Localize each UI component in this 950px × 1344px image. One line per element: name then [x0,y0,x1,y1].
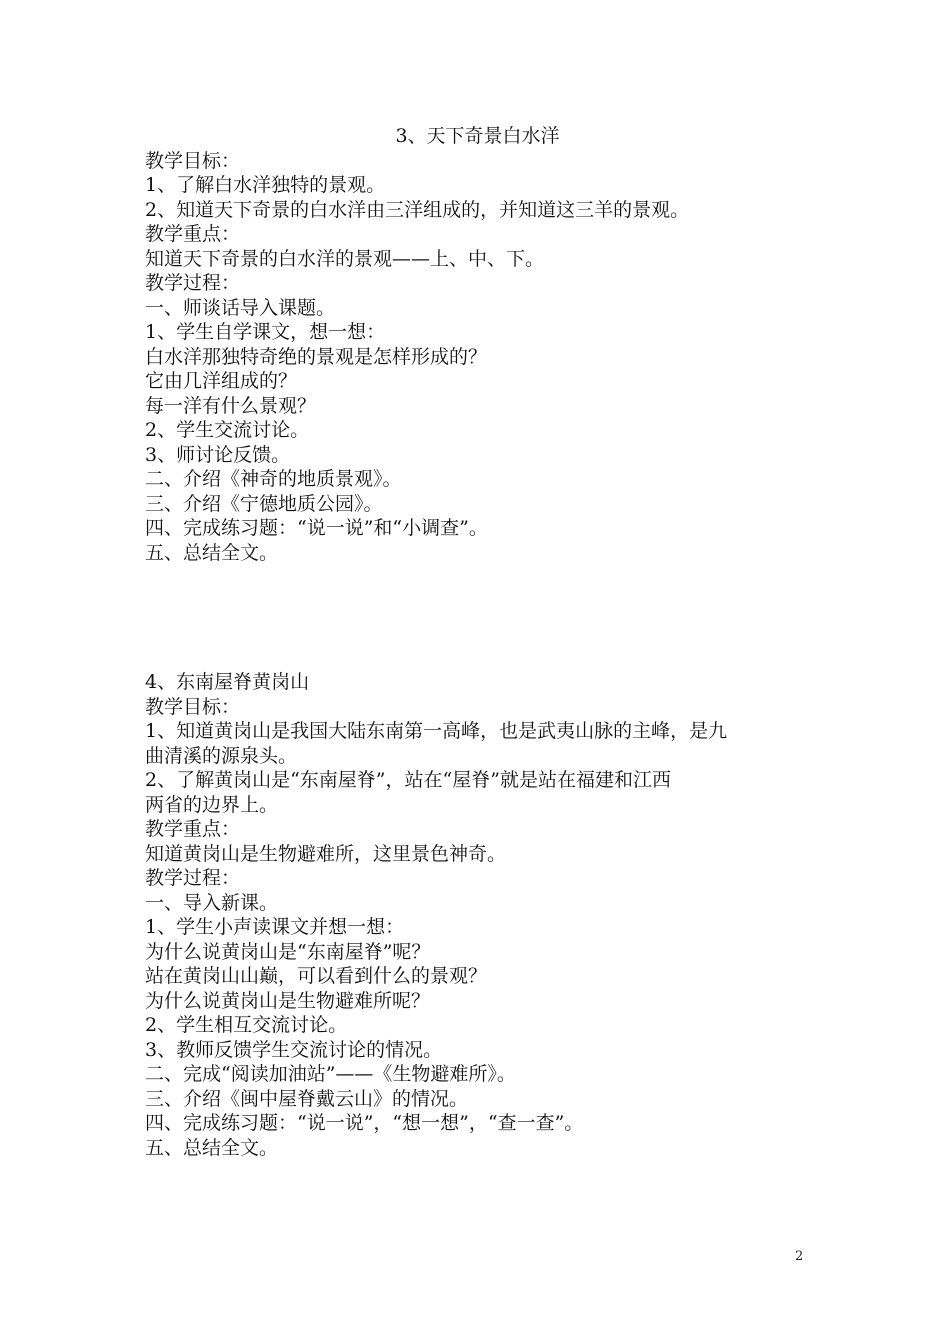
paragraph-line: 二、介绍《神奇的地质景观》。 [145,468,402,490]
paragraph-line: 它由几洋组成的？ [145,370,298,392]
paragraph-line: 五、总结全文。 [145,541,279,564]
paragraph-line: 知道天下奇景的白水洋的景观——上、中、下。 [145,247,545,270]
paragraph-line: 每一洋有什么景观？ [145,394,317,417]
paragraph-line: 一、导入新课。 [145,891,279,914]
paragraph-line: 教学目标： [145,695,241,718]
paragraph-line: 两省的边界上。 [145,793,279,816]
paragraph-line: 三、介绍《宁德地质公园》。 [145,492,383,515]
paragraph-line: 1、了解白水洋独特的景观。 [145,174,386,196]
paragraph-line: 2、知道天下奇景的白水洋由三洋组成的，并知道这三羊的景观。 [145,198,690,221]
paragraph-line: 2、学生交流讨论。 [145,419,310,441]
paragraph-line: 3、教师反馈学生交流讨论的情况。 [145,1038,443,1061]
paragraph-line: 二、完成“阅读加油站”——《生物避难所》。 [145,1063,516,1085]
paragraph-line: 三、介绍《闽中屋脊戴云山》的情况。 [145,1087,469,1110]
lesson-3-title: 3、天下奇景白水洋 [395,125,560,147]
page-number: 2 [795,1249,804,1264]
paragraph-line: 一、师谈话导入课题。 [145,296,336,319]
paragraph-line: 教学重点： [145,223,241,245]
lesson-4-section [145,670,810,1160]
paragraph-line: 3、师讨论反馈。 [145,443,291,466]
paragraph-line: 2、了解黄岗山是“东南屋脊”，站在“屋脊”就是站在福建和江西 [145,769,671,791]
paragraph-line: 站在黄岗山山巅，可以看到什么的景观？ [145,965,488,987]
paragraph-line: 为什么说黄岗山是生物避难所呢？ [145,989,431,1012]
paragraph-line: 知道黄岗山是生物避难所，这里景色神奇。 [145,842,507,865]
paragraph-line: 教学过程： [145,272,241,294]
paragraph-line: 1、学生自学课文，想一想： [145,321,386,343]
paragraph-line: 教学目标： [145,149,241,172]
lesson-4-title: 4、东南屋脊黄岗山 [145,671,310,693]
paragraph-line: 四、完成练习题：“说一说”，“想一想”，“查一查”。 [145,1112,584,1134]
paragraph-line: 五、总结全文。 [145,1136,279,1159]
paragraph-line: 教学重点： [145,818,241,840]
paragraph-line: 白水洋那独特奇绝的景观是怎样形成的？ [145,345,488,368]
paragraph-line: 1、学生小声读课文并想一想： [145,916,405,938]
paragraph-line: 2、学生相互交流讨论。 [145,1014,348,1036]
paragraph-line: 四、完成练习题：“说一说”和“小调查”。 [145,517,488,539]
paragraph-line: 曲清溪的源泉头。 [145,744,298,767]
paragraph-line: 教学过程： [145,867,241,889]
paragraph-line: 为什么说黄岗山是“东南屋脊”呢？ [145,940,431,963]
paragraph-line: 1、知道黄岗山是我国大陆东南第一高峰，也是武夷山脉的主峰，是九 [145,720,728,742]
lesson-3-section [145,124,810,565]
